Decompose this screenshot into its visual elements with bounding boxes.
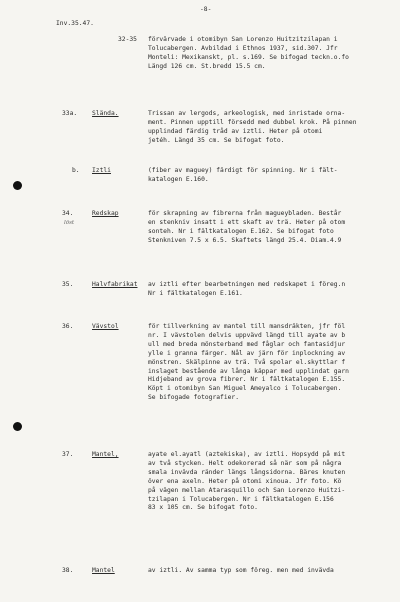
description-line: jetéh. Längd 35 cm. Se bifogat foto.: [148, 136, 285, 144]
description-line: av iztli efter bearbetningen med redskapet i föreg.n: [148, 281, 346, 288]
description-line: Stenkniven 7.5 x 6.5. Skaftets längd 25.4. Diam.4.9: [148, 236, 342, 244]
entry-description: [148, 36, 349, 72]
description-line: sonteh. Nr i fältkatalogen E.162. Se bifogat foto: [148, 227, 334, 235]
margin-note: löst: [64, 220, 75, 226]
description-line: ull med breda mönsterband med fåglar och fantasidjur: [148, 340, 346, 348]
entry-description: [148, 451, 345, 513]
inventory-number: Inv.35.47.: [56, 20, 94, 27]
entry-description: [148, 110, 357, 146]
entry-description: [148, 323, 349, 403]
binder-hole-top: [13, 181, 22, 190]
description-line: tzilapan i Tolucabergen. Nr i fältkatalogen E.156: [148, 495, 334, 503]
description-line: av två stycken. Helt odekorerad så när som på några: [148, 459, 342, 467]
description-line: Köpt i otomibyn San Miguel Ameyalco i Tolucabergen.: [148, 385, 342, 393]
description-line: nr. I vävstolen delvis uppvävd längd till ayate av b: [148, 331, 346, 339]
description-line: en stenkniv insatt i ett skaft av trä. Heter på otom: [148, 218, 346, 226]
description-line: mönstren. Skälpinne av trä. Två spolar el.skyttlar f: [148, 358, 346, 366]
entry-number: 36.: [62, 323, 74, 330]
entry-name: Redskap: [92, 210, 119, 217]
description-line: på vägen mellan Atarasquillo och San Lorenzo Huitzi-: [148, 486, 346, 494]
entry-description: [148, 281, 345, 299]
entry-name: Mantel: [92, 567, 115, 574]
description-line: smala invävda ränder längs långsidorna. Bäres knuten: [148, 468, 346, 476]
entry-name: Iztli: [92, 167, 111, 174]
binder-hole-bottom: [13, 422, 22, 431]
description-line: ylle i granna färger. Nål av järn för inplockning av: [148, 349, 346, 357]
description-line: av iztli. Av samma typ som föreg. men med invävda: [148, 567, 334, 574]
entry-number: 32-35: [118, 36, 137, 43]
entry-number: 38.: [62, 567, 74, 574]
entry-name: Slända.: [92, 110, 119, 117]
description-line: Tolucabergen. Avbildad i Ethnos 1937, sid.307. Jfr: [148, 44, 338, 52]
entry-number: 35.: [62, 281, 74, 288]
entry-number: b.: [72, 167, 80, 174]
description-line: över ena axeln. Heter på otomi xinoua. Jfr foto. Kö: [148, 477, 342, 485]
description-line: för skrapning av fibrerna från magueybladen. Består: [148, 210, 342, 217]
entry-name: Vävstol: [92, 323, 119, 330]
description-line: inslaget bestående av långa käppar med upplindat garn: [148, 367, 349, 375]
description-line: 83 x 105 cm. Se bifogat foto.: [148, 504, 258, 512]
description-line: ment. Pinnen upptill försedd med dubbel krok. På pinnen: [148, 118, 357, 126]
entry-number: 34.: [62, 210, 74, 217]
entry-number: 33a.: [62, 110, 78, 117]
description-line: ayate el.ayatl (aztekiska), av iztli. Hopsydd på mit: [148, 451, 346, 458]
description-line: Hidjeband av grova fibrer. Nr i fältkatalogen E.155.: [148, 376, 346, 384]
page-number: -8-: [200, 6, 212, 13]
description-line: Nr i fältkatalogen E.161.: [148, 289, 243, 297]
description-line: för tillverkning av mantel till mansdräkten, jfr föl: [148, 323, 346, 330]
description-line: Monteli: Mexikanskt, pl. s.169. Se bifogad teckn.o.fo: [148, 53, 349, 61]
entry-description: [148, 210, 345, 246]
entry-name: Mantel,: [92, 451, 119, 458]
description-line: katalogen E.160.: [148, 175, 209, 183]
description-line: upplindad färdig tråd av iztli. Heter på otomi: [148, 127, 323, 135]
entry-description: [148, 567, 334, 576]
description-line: förvärvade i otomibyn San Lorenzo Huitzitzilapan i: [148, 36, 338, 43]
description-line: Trissan av lergods, arkeologisk, med inristade orna-: [148, 110, 346, 117]
description-line: (fiber av maguey) färdigt för spinning. Nr i fält-: [148, 167, 338, 174]
description-line: Längd 126 cm. St.bredd 15.5 cm.: [148, 62, 266, 70]
entry-description: [148, 167, 338, 185]
entry-name: Halvfabrikat: [92, 281, 138, 288]
description-line: Se bifogade fotografier.: [148, 394, 239, 402]
entry-number: 37.: [62, 451, 74, 458]
